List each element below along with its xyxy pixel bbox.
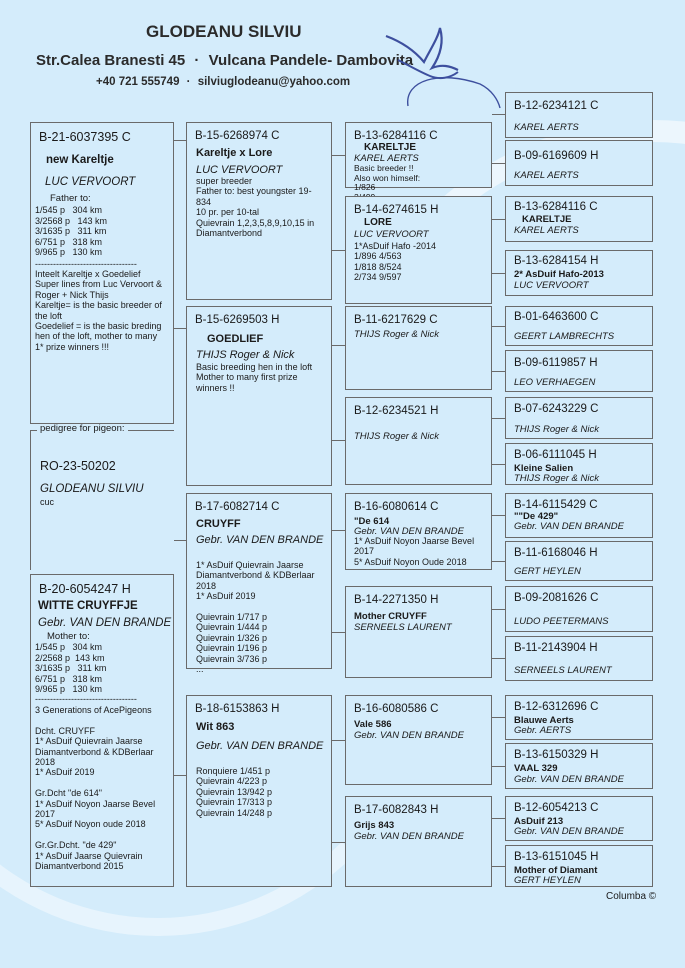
connector-line bbox=[492, 371, 505, 372]
gen4-breeder: KAREL AERTS bbox=[514, 225, 579, 236]
gen4-card bbox=[505, 695, 653, 740]
gen2-name: Wit 863 bbox=[196, 721, 235, 733]
gen4-ring: B-12-6234121 C bbox=[514, 100, 599, 112]
gen4-name: Kleine Salien bbox=[514, 463, 574, 474]
gen4-ring: B-13-6284116 C bbox=[514, 201, 598, 213]
gen4-ring: B-12-6312696 C bbox=[514, 701, 599, 713]
connector-line bbox=[332, 250, 345, 251]
connector-line bbox=[492, 818, 505, 819]
result-row: 3/1635 p 311 km bbox=[35, 663, 107, 673]
main-dam-name: WITTE CRUYFFJE bbox=[38, 600, 138, 612]
gen4-ring: B-09-2081626 C bbox=[514, 592, 599, 604]
gen4-ring: B-09-6119857 H bbox=[514, 357, 598, 369]
main-sire-ring: B-21-6037395 C bbox=[39, 130, 131, 144]
gen4-ring: B-11-2143904 H bbox=[514, 642, 598, 654]
gen2-ring: B-15-6269503 H bbox=[195, 314, 280, 326]
gen2-card bbox=[186, 122, 332, 300]
pedigree-label-frame bbox=[30, 423, 174, 570]
gen4-breeder: LUC VERVOORT bbox=[514, 280, 589, 291]
gen3-name: Grijs 843 bbox=[354, 820, 395, 831]
gen4-ring: B-09-6169609 H bbox=[514, 150, 599, 162]
result-row: 1/545 p 304 km bbox=[35, 642, 103, 652]
gen2-ring: B-17-6082714 C bbox=[195, 501, 280, 513]
gen2-breeder: LUC VERVOORT bbox=[196, 164, 283, 176]
pigeon-ring: RO-23-50202 bbox=[40, 459, 116, 473]
gen3-ring: B-16-6080614 C bbox=[354, 501, 439, 513]
result-row: 6/751 p 318 km bbox=[35, 236, 103, 247]
connector-line bbox=[492, 766, 505, 767]
gen3-name: Mother CRUYFF bbox=[354, 611, 427, 622]
gen3-ring: B-16-6080586 C bbox=[354, 703, 439, 715]
gen3-notes: 1* AsDuif Noyon Jaarse Bevel 2017 5* AsDuif Noyon Oude 2018 bbox=[354, 536, 475, 567]
gen4-name: Blauwe Aerts bbox=[514, 715, 574, 726]
gen4-card bbox=[505, 845, 653, 887]
connector-line bbox=[492, 114, 505, 115]
gen3-breeder: KAREL AERTS bbox=[354, 153, 419, 164]
connector-line bbox=[332, 530, 345, 531]
phone: +40 721 555749 bbox=[96, 76, 180, 88]
connector-line bbox=[492, 219, 505, 220]
gen3-ring: B-17-6082843 H bbox=[354, 804, 439, 816]
connector-line bbox=[332, 842, 345, 843]
gen3-name: "De 614 bbox=[354, 516, 390, 527]
gen2-card bbox=[186, 306, 332, 486]
gen2-breeder: Gebr. VAN DEN BRANDE bbox=[196, 534, 324, 546]
main-sire-name: new Kareltje bbox=[46, 154, 114, 166]
gen4-name: Mother of Diamant bbox=[514, 865, 598, 876]
gen4-breeder: GEERT LAMBRECHTS bbox=[514, 331, 615, 342]
address-city: Vulcana Pandele- Dambovita bbox=[208, 52, 414, 69]
gen4-card bbox=[505, 196, 653, 242]
gen2-notes: 1* AsDuif Quievrain Jaarse Diamantverbond & KDBerlaar 2018 1* AsDuif 2019 Quievrain 1/717 p Quievrain 1/444 p Quievrain 1/326 p Quievrain 1/196 p Quievrain 3/736 p ... bbox=[196, 560, 315, 675]
main-sire-results bbox=[35, 205, 107, 258]
connector-line bbox=[492, 717, 505, 718]
result-row: 9/965 p 130 km bbox=[35, 684, 103, 694]
gen3-breeder: Gebr. VAN DEN BRANDE bbox=[354, 831, 464, 842]
main-dam-ring: B-20-6054247 H bbox=[39, 582, 131, 596]
connector-line bbox=[492, 561, 505, 562]
address-line bbox=[36, 52, 413, 69]
gen3-ring: B-14-6274615 H bbox=[354, 204, 439, 216]
gen4-ring: B-12-6054213 C bbox=[514, 802, 599, 814]
main-sire-divider: ---------------------------------- bbox=[35, 259, 137, 269]
connector-line bbox=[174, 540, 186, 541]
gen3-card bbox=[345, 586, 492, 678]
gen4-ring: B-13-6150329 H bbox=[514, 749, 599, 761]
email: silviuglodeanu@yahoo.com bbox=[197, 76, 351, 88]
gen4-ring: B-11-6168046 H bbox=[514, 547, 598, 559]
gen3-ring: B-13-6284116 C bbox=[354, 130, 438, 142]
pigeon-logo-icon bbox=[380, 20, 510, 112]
gen3-name: Vale 586 bbox=[354, 719, 392, 730]
gen4-breeder: Gebr. VAN DEN BRANDE bbox=[514, 774, 624, 785]
result-row: 3/2568 p 143 km bbox=[35, 215, 108, 226]
connector-line bbox=[174, 140, 186, 141]
gen4-ring: B-07-6243229 C bbox=[514, 403, 599, 415]
gen4-ring: B-13-6151045 H bbox=[514, 851, 599, 863]
gen4-card bbox=[505, 306, 653, 346]
result-row: 9/965 p 130 km bbox=[35, 247, 103, 257]
gen4-card bbox=[505, 92, 653, 138]
connector-line bbox=[174, 328, 186, 329]
pedigree-label: pedigree for pigeon: bbox=[37, 424, 128, 435]
copyright: Columba © bbox=[606, 891, 657, 902]
gen4-name: AsDuif 213 bbox=[514, 816, 564, 827]
gen2-notes: Ronquiere 1/451 p Quievrain 4/223 p Quievrain 13/942 p Quievrain 17/313 p Quievrain 14/248 p bbox=[196, 766, 273, 818]
gen4-breeder: LUDO PEETERMANS bbox=[514, 616, 609, 627]
gen3-breeder: THIJS Roger & Nick bbox=[354, 431, 439, 442]
gen2-name: GOEDLIEF bbox=[207, 333, 264, 345]
gen4-card bbox=[505, 140, 653, 186]
gen3-card bbox=[345, 695, 492, 785]
gen2-breeder: THIJS Roger & Nick bbox=[196, 349, 295, 361]
result-row: 2/2568 p 143 km bbox=[35, 652, 105, 663]
gen4-card bbox=[505, 743, 653, 789]
gen2-notes: Basic breeding hen in the loft Mother to many first prize winners !! bbox=[196, 362, 313, 393]
gen4-name: 2* AsDuif Hafo-2013 bbox=[514, 269, 604, 280]
main-sire-notes-title: Father to: bbox=[50, 193, 91, 204]
gen3-card bbox=[345, 397, 492, 485]
connector-line bbox=[492, 418, 505, 419]
connector-line bbox=[492, 866, 505, 867]
gen4-card bbox=[505, 397, 653, 439]
address-separator: · bbox=[194, 52, 200, 69]
result-row: 6/751 p 318 km bbox=[35, 673, 103, 684]
main-dam-breeder: Gebr. VAN DEN BRANDE bbox=[38, 617, 172, 629]
gen4-breeder: Gebr. AERTS bbox=[514, 725, 572, 736]
gen4-ring: B-14-6115429 C bbox=[514, 499, 598, 511]
connector-line bbox=[492, 326, 505, 327]
connector-line bbox=[332, 740, 345, 741]
result-row: 3/1635 p 311 km bbox=[35, 226, 107, 236]
gen3-breeder: Gebr. VAN DEN BRANDE bbox=[354, 730, 464, 741]
gen3-notes: Basic breeder !! Also won himself: 1/826 bbox=[354, 163, 421, 193]
connector-line bbox=[492, 658, 505, 659]
gen4-card bbox=[505, 350, 653, 392]
gen4-card bbox=[505, 250, 653, 296]
gen4-card bbox=[505, 443, 653, 485]
gen2-card bbox=[186, 695, 332, 887]
result-row: 1/545 p 304 km bbox=[35, 205, 103, 215]
main-sire-breeder: LUC VERVOORT bbox=[45, 176, 136, 188]
gen4-breeder: Gebr. VAN DEN BRANDE bbox=[514, 521, 624, 532]
main-dam-card bbox=[30, 574, 174, 887]
gen3-ring: B-12-6234521 H bbox=[354, 405, 439, 417]
gen4-breeder: THIJS Roger & Nick bbox=[514, 424, 599, 435]
address-street: Str.Calea Branesti 45 bbox=[36, 52, 186, 69]
gen4-ring: B-06-6111045 H bbox=[514, 449, 597, 461]
gen2-breeder: Gebr. VAN DEN BRANDE bbox=[196, 740, 324, 752]
gen2-name: Kareltje x Lore bbox=[196, 147, 273, 159]
main-dam-divider: ---------------------------------- bbox=[35, 694, 137, 704]
gen4-breeder: LEO VERHAEGEN bbox=[514, 377, 596, 388]
connector-line bbox=[332, 632, 345, 633]
main-dam-results bbox=[35, 642, 106, 695]
pigeon-owner: GLODEANU SILVIU bbox=[40, 483, 144, 495]
gen4-name: ""De 429" bbox=[514, 511, 559, 522]
connector-line bbox=[332, 440, 345, 441]
main-dam-notes-title: Mother to: bbox=[47, 631, 90, 642]
gen4-breeder: SERNEELS LAURENT bbox=[514, 665, 612, 676]
main-dam-description: 3 Generations of AcePigeons Dcht. CRUYFF 1* AsDuif Quievrain Jaarse Diamantverbond & KDBerlaar 2018 1* AsDuif 2019 Gr.Dcht "de 614" 1* AsDuif Noyon Jaarse Bevel 2017 5* AsDuif Noyon oude 2018 Gr.Gr.Dcht. "de 429" 1* AsDuif Jaarse Quievrain Diamantverbond 2015 bbox=[35, 705, 156, 872]
connector-line bbox=[174, 775, 186, 776]
gen4-breeder: Gebr. VAN DEN BRANDE bbox=[514, 826, 624, 837]
main-sire-description: Inteelt Kareltje x Goedelief Super lines from Luc Vervoort & Roger + Nick Thijs Kareltje= is the basic breeder of the loft Goedelief = is the basic breding hen of the loft, mother to many 1* prize winners !!! bbox=[35, 269, 163, 352]
gen3-card bbox=[345, 122, 492, 193]
pigeon-extra: cuc bbox=[40, 497, 55, 507]
gen3-ring: B-11-6217629 C bbox=[354, 314, 438, 326]
gen2-notes: super breeder Father to: best youngster 19- 834 10 pr. per 10-tal Quievrain 1,2,3,5,8,9,10,15 in Diamantverbond bbox=[196, 176, 315, 239]
gen4-card bbox=[505, 636, 653, 681]
connector-line bbox=[332, 345, 345, 346]
gen4-breeder: GERT HEYLEN bbox=[514, 566, 581, 577]
gen3-ring: B-14-2271350 H bbox=[354, 594, 439, 606]
connector-line bbox=[492, 273, 505, 274]
gen2-card bbox=[186, 493, 332, 675]
contact-separator: · bbox=[186, 76, 191, 88]
gen4-ring: B-13-6284154 H bbox=[514, 255, 599, 267]
gen3-breeder: Gebr. VAN DEN BRANDE bbox=[354, 526, 464, 537]
gen3-breeder: LUC VERVOORT bbox=[354, 229, 429, 240]
gen2-ring: B-18-6153863 H bbox=[195, 703, 280, 715]
gen3-card bbox=[345, 493, 492, 570]
gen2-ring: B-15-6268974 C bbox=[195, 130, 280, 142]
gen4-card bbox=[505, 796, 653, 841]
gen4-card bbox=[505, 541, 653, 581]
connector-line bbox=[492, 515, 505, 516]
main-sire-card bbox=[30, 122, 174, 424]
connector-line bbox=[332, 155, 345, 156]
connector-line bbox=[492, 464, 505, 465]
gen3-breeder: THIJS Roger & Nick bbox=[354, 329, 439, 340]
gen3-breeder: SERNEELS LAURENT bbox=[354, 622, 452, 633]
gen3-notes: 1*AsDuif Hafo -2014 1/896 4/563 1/818 8/524 2/734 9/597 bbox=[354, 241, 437, 283]
gen4-breeder: GERT HEYLEN bbox=[514, 875, 581, 886]
gen2-name: CRUYFF bbox=[196, 518, 241, 530]
gen4-name: VAAL 329 bbox=[514, 763, 558, 774]
contact-line bbox=[96, 76, 350, 88]
gen3-card bbox=[345, 306, 492, 390]
connector-line bbox=[492, 163, 505, 164]
breeder-name: GLODEANU SILVIU bbox=[146, 22, 302, 41]
gen3-name: KARELTJE bbox=[364, 142, 417, 153]
connector-line bbox=[492, 609, 505, 610]
gen4-ring: B-01-6463600 C bbox=[514, 311, 599, 323]
gen4-card bbox=[505, 586, 653, 632]
gen4-breeder: KAREL AERTS bbox=[514, 122, 579, 133]
gen4-breeder: KAREL AERTS bbox=[514, 170, 579, 181]
gen3-card bbox=[345, 196, 492, 304]
gen4-card bbox=[505, 493, 653, 538]
gen4-breeder: THIJS Roger & Nick bbox=[514, 473, 599, 484]
gen3-card bbox=[345, 796, 492, 887]
gen3-name: LORE bbox=[364, 217, 392, 228]
gen4-name: KARELTJE bbox=[522, 214, 572, 225]
